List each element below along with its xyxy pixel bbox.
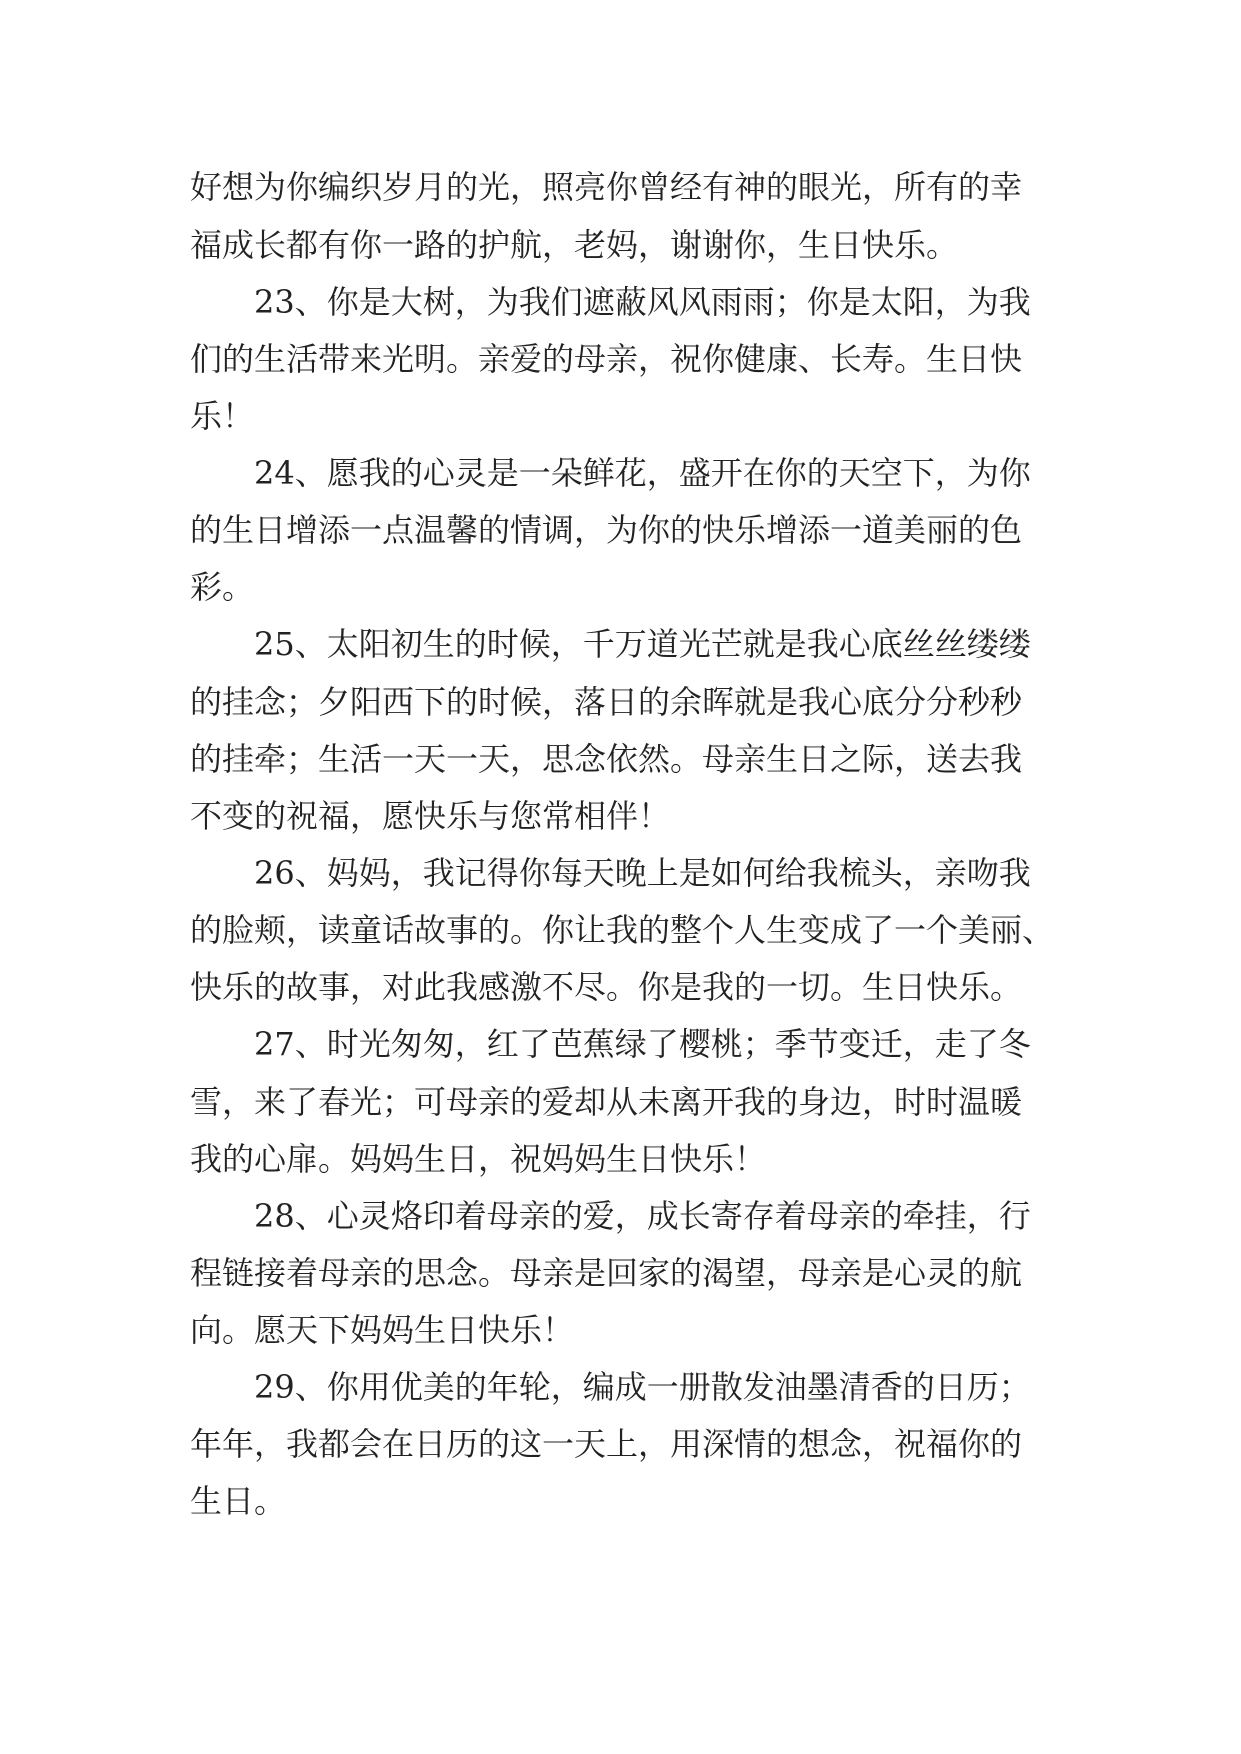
paragraph-start-25: 25、太阳初生的时候，千万道光芒就是我心底丝丝缕缕 (254, 625, 1031, 663)
paragraph-start-24: 24、愿我的心灵是一朵鲜花，盛开在你的天空下，为你 (254, 454, 1031, 492)
text-line: 彩。 (190, 568, 255, 606)
text-line: 向。愿天下妈妈生日快乐！ (190, 1311, 575, 1349)
text-line: 雪，来了春光；可母亲的爱却从未离开我的身边，时时温暖 (190, 1083, 1023, 1121)
text-line: 的生日增添一点温馨的情调，为你的快乐增添一道美丽的色 (190, 511, 1023, 549)
text-line: 的挂牵；生活一天一天，思念依然。母亲生日之际，送去我 (190, 740, 1023, 778)
paragraph-start-23: 23、你是大树，为我们遮蔽风风雨雨；你是太阳，为我 (254, 283, 1031, 321)
text-line: 们的生活带来光明。亲爱的母亲，祝你健康、长寿。生日快 (190, 340, 1023, 378)
paragraph-start-26: 26、妈妈，我记得你每天晚上是如何给我梳头，亲吻我 (254, 854, 1031, 892)
paragraph-start-27: 27、时光匆匆，红了芭蕉绿了樱桃；季节变迁，走了冬 (254, 1025, 1031, 1063)
text-line: 不变的祝福，愿快乐与您常相伴！ (190, 797, 671, 835)
text-line: 我的心扉。妈妈生日，祝妈妈生日快乐！ (190, 1140, 767, 1178)
text-line: 的脸颊，读童话故事的。你让我的整个人生变成了一个美丽、 (190, 911, 1055, 949)
text-line: 乐！ (190, 397, 255, 435)
text-line: 年年，我都会在日历的这一天上，用深情的想念，祝福你的 (190, 1425, 1023, 1463)
text-line: 的挂念；夕阳西下的时候，落日的余晖就是我心底分分秒秒 (190, 683, 1023, 721)
text-line: 快乐的故事，对此我感激不尽。你是我的一切。生日快乐。 (190, 968, 1023, 1006)
text-line: 福成长都有你一路的护航，老妈，谢谢你，生日快乐。 (190, 226, 959, 264)
paragraph-start-28: 28、心灵烙印着母亲的爱，成长寄存着母亲的牵挂，行 (254, 1197, 1031, 1235)
paragraph-start-29: 29、你用优美的年轮，编成一册散发油墨清香的日历； (254, 1368, 1031, 1406)
text-line: 生日。 (190, 1482, 287, 1520)
text-line: 程链接着母亲的思念。母亲是回家的渴望，母亲是心灵的航 (190, 1254, 1023, 1292)
text-line: 好想为你编织岁月的光，照亮你曾经有神的眼光，所有的幸 (190, 168, 1023, 206)
